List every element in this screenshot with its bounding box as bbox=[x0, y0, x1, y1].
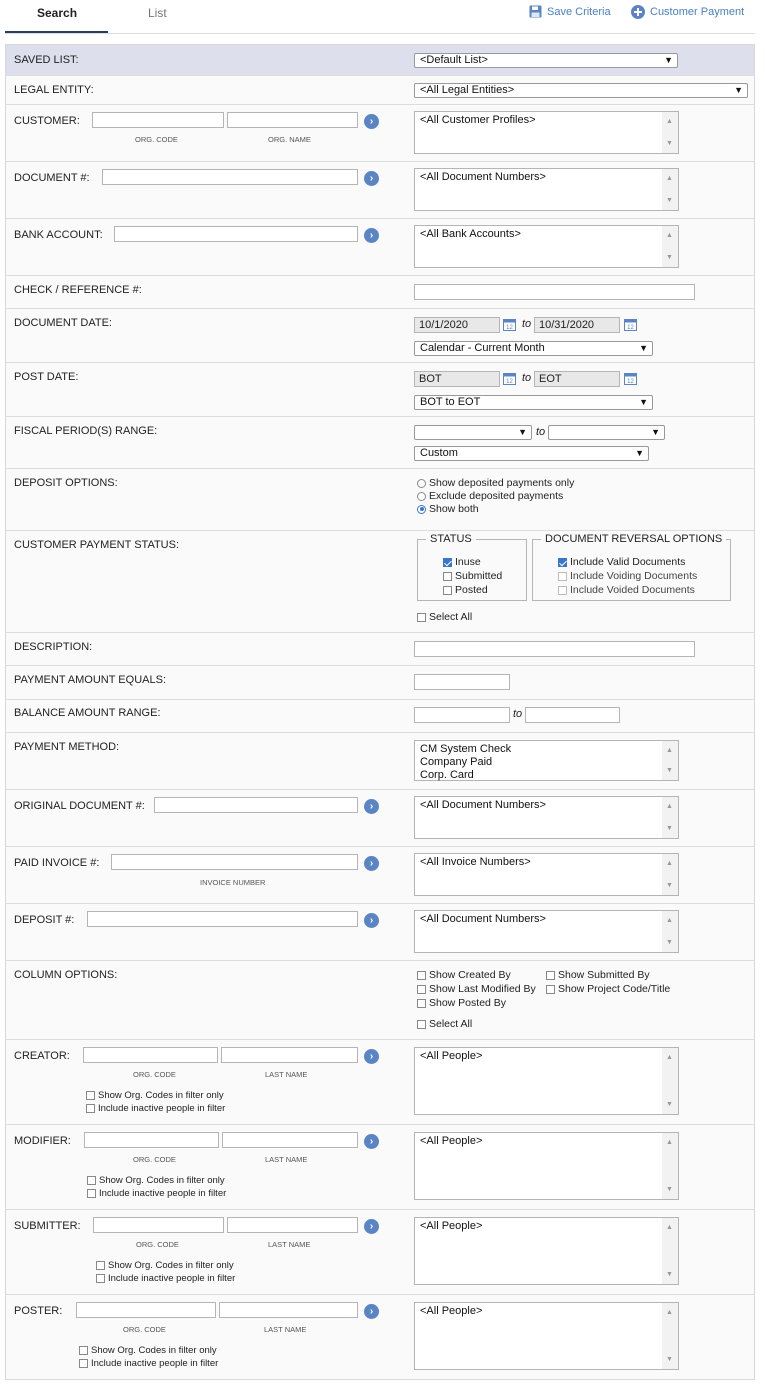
chevron-right-icon: › bbox=[369, 801, 374, 812]
scroll-down-icon: ▼ bbox=[666, 825, 673, 832]
fiscal-period-to-word: to bbox=[536, 426, 546, 438]
saved-list-row bbox=[6, 45, 754, 76]
bank-account-row bbox=[6, 219, 754, 276]
legal-entity-value: <All Legal Entities> bbox=[420, 84, 515, 96]
scroll-down-icon: ▼ bbox=[666, 140, 673, 147]
bank-accounts-list[interactable] bbox=[414, 225, 679, 268]
org-code-caption: ORG. CODE bbox=[136, 1240, 179, 1249]
original-document-go-button[interactable] bbox=[364, 799, 379, 814]
floppy-disk-icon bbox=[529, 5, 542, 18]
checkbox[interactable] bbox=[417, 971, 426, 980]
include-voiding-checkbox[interactable] bbox=[558, 570, 697, 582]
org-code-caption: ORG. CODE bbox=[123, 1325, 166, 1334]
checkbox[interactable] bbox=[443, 586, 452, 595]
payment-method-row bbox=[6, 733, 754, 790]
calendar-icon[interactable] bbox=[503, 372, 516, 385]
deposit-number-row bbox=[6, 904, 754, 961]
payment-status-row bbox=[6, 531, 754, 633]
scroll-up-icon: ▲ bbox=[666, 118, 673, 125]
org-code-caption: ORG. CODE bbox=[135, 135, 178, 144]
poster-show-org-codes-checkbox[interactable] bbox=[79, 1345, 217, 1356]
scroll-up-icon: ▲ bbox=[666, 803, 673, 810]
inuse-label: Inuse bbox=[455, 556, 481, 568]
list-scrollbar[interactable] bbox=[662, 1303, 678, 1369]
payment-method-label: PAYMENT METHOD: bbox=[14, 741, 120, 753]
scroll-up-icon: ▲ bbox=[666, 1139, 673, 1146]
modifier-row bbox=[6, 1125, 754, 1210]
scroll-up-icon: ▲ bbox=[666, 860, 673, 867]
submitter-include-inactive-checkbox[interactable] bbox=[96, 1273, 235, 1284]
original-document-input[interactable] bbox=[154, 797, 358, 813]
chevron-down-icon: ▼ bbox=[635, 448, 644, 458]
column-options-row bbox=[6, 961, 754, 1040]
bank-account-go-button[interactable] bbox=[364, 228, 379, 243]
creator-row bbox=[6, 1040, 754, 1125]
submitted-by-label: Show Submitted By bbox=[558, 969, 650, 981]
original-document-label: ORIGINAL DOCUMENT #: bbox=[14, 800, 145, 812]
checkbox[interactable] bbox=[558, 586, 567, 595]
fiscal-period-range-select[interactable] bbox=[414, 446, 649, 461]
saved-list-value: <Default List> bbox=[420, 54, 488, 66]
show-project-code-checkbox[interactable] bbox=[546, 983, 670, 995]
created-by-label: Show Created By bbox=[429, 969, 511, 981]
paid-invoice-go-button[interactable] bbox=[364, 856, 379, 871]
scroll-up-icon: ▲ bbox=[666, 232, 673, 239]
description-input[interactable] bbox=[414, 641, 695, 657]
calendar-icon[interactable] bbox=[624, 372, 637, 385]
payment-method-option[interactable]: Company Paid bbox=[420, 756, 493, 768]
poster-row bbox=[6, 1295, 754, 1380]
org-name-caption: ORG. NAME bbox=[268, 135, 311, 144]
submitter-show-org-codes-checkbox[interactable] bbox=[96, 1260, 234, 1271]
list-scrollbar[interactable] bbox=[662, 911, 678, 952]
deposit-options-label: DEPOSIT OPTIONS: bbox=[14, 477, 118, 489]
post-date-range-select[interactable] bbox=[414, 395, 653, 410]
deposit-number-go-button[interactable] bbox=[364, 913, 379, 928]
checkbox[interactable] bbox=[87, 1189, 96, 1198]
tab-divider bbox=[5, 33, 755, 34]
creator-go-button[interactable] bbox=[364, 1049, 379, 1064]
post-date-to-input[interactable]: EOT bbox=[534, 371, 620, 387]
customer-payment-link[interactable] bbox=[631, 5, 744, 19]
poster-go-button[interactable] bbox=[364, 1304, 379, 1319]
fiscal-period-to-select[interactable] bbox=[548, 425, 665, 440]
last-name-caption: LAST NAME bbox=[264, 1325, 307, 1334]
invoice-numbers-list[interactable] bbox=[414, 853, 679, 896]
document-date-to-word: to bbox=[522, 318, 532, 330]
deposit-numbers-list[interactable] bbox=[414, 910, 679, 953]
poster-include-inactive-checkbox[interactable] bbox=[79, 1358, 218, 1369]
balance-to-input[interactable] bbox=[525, 707, 620, 723]
check-reference-row bbox=[6, 276, 754, 309]
fiscal-range-value: Custom bbox=[420, 447, 458, 459]
description-label: DESCRIPTION: bbox=[14, 641, 93, 653]
poster-label: POSTER: bbox=[14, 1305, 63, 1317]
modifier-last-name-input[interactable] bbox=[222, 1132, 358, 1148]
legal-entity-row bbox=[6, 76, 754, 105]
check-reference-input[interactable] bbox=[414, 284, 695, 300]
payment-amount-input[interactable] bbox=[414, 674, 510, 690]
chevron-right-icon: › bbox=[369, 915, 374, 926]
deposit-only-label: Show deposited payments only bbox=[429, 477, 575, 489]
chevron-down-icon: ▼ bbox=[734, 85, 743, 95]
payment-status-label: CUSTOMER PAYMENT STATUS: bbox=[14, 539, 180, 551]
show-org-codes-label: Show Org. Codes in filter only bbox=[99, 1175, 225, 1186]
checkbox[interactable] bbox=[546, 971, 555, 980]
checkbox[interactable] bbox=[79, 1346, 88, 1355]
creator-label: CREATOR: bbox=[14, 1050, 70, 1062]
creator-people-list[interactable] bbox=[414, 1047, 679, 1115]
chevron-right-icon: › bbox=[369, 173, 374, 184]
select-all-label: Select All bbox=[429, 611, 473, 623]
people-list-item[interactable]: <All People> bbox=[420, 1220, 483, 1232]
scroll-up-icon: ▲ bbox=[666, 175, 673, 182]
checkbox[interactable] bbox=[79, 1359, 88, 1368]
show-org-codes-label: Show Org. Codes in filter only bbox=[108, 1260, 234, 1271]
people-list-item[interactable]: <All People> bbox=[420, 1050, 483, 1062]
scroll-down-icon: ▼ bbox=[666, 1271, 673, 1278]
scroll-up-icon: ▲ bbox=[666, 1054, 673, 1061]
modifier-people-list[interactable] bbox=[414, 1132, 679, 1200]
post-date-range-value: BOT to EOT bbox=[420, 396, 481, 408]
checkbox[interactable] bbox=[417, 999, 426, 1008]
include-valid-checkbox[interactable] bbox=[558, 556, 685, 568]
checkbox-checked[interactable] bbox=[558, 558, 567, 567]
svg-text:12: 12 bbox=[506, 379, 513, 385]
creator-last-name-input[interactable] bbox=[221, 1047, 358, 1063]
tab-list[interactable]: List bbox=[148, 6, 167, 20]
fiscal-period-row bbox=[6, 417, 754, 469]
chevron-right-icon: › bbox=[369, 858, 374, 869]
chevron-right-icon: › bbox=[369, 1136, 374, 1147]
document-date-range-value: Calendar - Current Month bbox=[420, 342, 545, 354]
customer-profiles-list[interactable] bbox=[414, 111, 679, 154]
list-scrollbar[interactable] bbox=[662, 169, 678, 210]
valid-label: Include Valid Documents bbox=[570, 556, 686, 568]
post-date-label: POST DATE: bbox=[14, 371, 79, 383]
chevron-down-icon: ▼ bbox=[664, 55, 673, 65]
list-scrollbar[interactable] bbox=[662, 854, 678, 895]
customer-org-name-input[interactable] bbox=[227, 112, 358, 128]
deposit-only-option[interactable] bbox=[417, 477, 574, 489]
chevron-down-icon: ▼ bbox=[639, 343, 648, 353]
tab-bar bbox=[0, 0, 767, 34]
customer-label: CUSTOMER: bbox=[14, 115, 80, 127]
creator-include-inactive-checkbox[interactable] bbox=[86, 1103, 225, 1114]
poster-last-name-input[interactable] bbox=[219, 1302, 358, 1318]
invoice-list-item[interactable]: <All Invoice Numbers> bbox=[420, 856, 531, 868]
org-code-caption: ORG. CODE bbox=[133, 1155, 176, 1164]
checkbox[interactable] bbox=[86, 1091, 95, 1100]
status-posted-checkbox[interactable] bbox=[443, 584, 488, 596]
show-both-label: Show both bbox=[429, 503, 479, 515]
original-doc-list-item[interactable]: <All Document Numbers> bbox=[420, 799, 546, 811]
columns-select-all-label: Select All bbox=[429, 1018, 473, 1030]
status-submitted-checkbox[interactable] bbox=[443, 570, 502, 582]
show-posted-by-checkbox[interactable] bbox=[417, 997, 506, 1009]
show-last-modified-checkbox[interactable] bbox=[417, 983, 536, 995]
checkbox[interactable] bbox=[417, 1020, 426, 1029]
balance-range-row bbox=[6, 700, 754, 733]
customer-payment-label: Customer Payment bbox=[650, 6, 745, 18]
poster-people-list[interactable] bbox=[414, 1302, 679, 1370]
document-date-label: DOCUMENT DATE: bbox=[14, 317, 112, 329]
scroll-down-icon: ▼ bbox=[666, 767, 673, 774]
submitter-people-list[interactable] bbox=[414, 1217, 679, 1285]
exclude-deposited-label: Exclude deposited payments bbox=[429, 490, 564, 502]
saved-list-label: SAVED LIST: bbox=[14, 54, 79, 66]
document-number-label: DOCUMENT #: bbox=[14, 172, 90, 184]
document-date-range-select[interactable] bbox=[414, 341, 653, 356]
checkbox[interactable] bbox=[546, 985, 555, 994]
svg-text:12: 12 bbox=[506, 325, 513, 331]
chevron-right-icon: › bbox=[369, 1051, 374, 1062]
list-scrollbar[interactable] bbox=[662, 797, 678, 838]
columns-select-all-checkbox[interactable] bbox=[417, 1018, 472, 1030]
radio-button-selected[interactable] bbox=[417, 505, 426, 514]
customer-org-code-input[interactable] bbox=[92, 112, 224, 128]
status-legend: STATUS bbox=[430, 533, 472, 545]
submitter-label: SUBMITTER: bbox=[14, 1220, 81, 1232]
scroll-down-icon: ▼ bbox=[666, 1101, 673, 1108]
last-modified-label: Show Last Modified By bbox=[429, 983, 536, 995]
list-scrollbar[interactable] bbox=[662, 1048, 678, 1114]
saved-list-select[interactable] bbox=[414, 53, 678, 68]
payment-method-list[interactable] bbox=[414, 740, 679, 781]
list-scrollbar[interactable] bbox=[662, 1218, 678, 1284]
document-number-row bbox=[6, 162, 754, 219]
customer-go-button[interactable] bbox=[364, 114, 379, 129]
column-options-label: COLUMN OPTIONS: bbox=[14, 969, 118, 981]
checkbox[interactable] bbox=[417, 985, 426, 994]
people-list-item[interactable]: <All People> bbox=[420, 1135, 483, 1147]
include-inactive-label: Include inactive people in filter bbox=[91, 1358, 219, 1369]
svg-text:12: 12 bbox=[627, 379, 634, 385]
post-date-row bbox=[6, 363, 754, 417]
payment-amount-row bbox=[6, 666, 754, 700]
paid-invoice-row bbox=[6, 847, 754, 904]
customer-row bbox=[6, 105, 754, 162]
posted-by-label: Show Posted By bbox=[429, 997, 507, 1009]
modifier-label: MODIFIER: bbox=[14, 1135, 71, 1147]
chevron-down-icon: ▼ bbox=[651, 427, 660, 437]
checkbox[interactable] bbox=[86, 1104, 95, 1113]
checkbox[interactable] bbox=[443, 572, 452, 581]
search-criteria-panel bbox=[5, 44, 755, 1380]
submitter-last-name-input[interactable] bbox=[227, 1217, 358, 1233]
submitter-row bbox=[6, 1210, 754, 1295]
chevron-right-icon: › bbox=[369, 116, 374, 127]
payment-method-option[interactable]: Corp. Card bbox=[420, 769, 474, 781]
paid-invoice-input[interactable] bbox=[111, 854, 358, 870]
checkbox-checked[interactable] bbox=[443, 558, 452, 567]
document-number-go-button[interactable] bbox=[364, 171, 379, 186]
bank-account-label: BANK ACCOUNT: bbox=[14, 229, 103, 241]
document-date-to-input[interactable]: 10/31/2020 bbox=[534, 317, 620, 333]
include-voided-checkbox[interactable] bbox=[558, 584, 695, 596]
invoice-number-caption: INVOICE NUMBER bbox=[200, 878, 266, 887]
calendar-icon[interactable] bbox=[503, 318, 516, 331]
poster-org-code-input[interactable] bbox=[76, 1302, 216, 1318]
calendar-icon[interactable] bbox=[624, 318, 637, 331]
posted-label: Posted bbox=[455, 584, 488, 596]
last-name-caption: LAST NAME bbox=[265, 1070, 308, 1079]
list-scrollbar[interactable] bbox=[662, 1133, 678, 1199]
show-both-option[interactable] bbox=[417, 503, 479, 515]
original-documents-list[interactable] bbox=[414, 796, 679, 839]
include-inactive-label: Include inactive people in filter bbox=[108, 1273, 236, 1284]
legal-entity-label: LEGAL ENTITY: bbox=[14, 84, 94, 96]
include-inactive-label: Include inactive people in filter bbox=[99, 1188, 227, 1199]
balance-from-input[interactable] bbox=[414, 707, 510, 723]
list-scrollbar[interactable] bbox=[662, 112, 678, 153]
checkbox[interactable] bbox=[96, 1261, 105, 1270]
radio-button[interactable] bbox=[417, 492, 426, 501]
post-date-to-word: to bbox=[522, 372, 532, 384]
checkbox[interactable] bbox=[87, 1176, 96, 1185]
show-org-codes-label: Show Org. Codes in filter only bbox=[98, 1090, 224, 1101]
description-row bbox=[6, 633, 754, 666]
deposit-number-input[interactable] bbox=[87, 911, 358, 927]
legal-entity-select[interactable] bbox=[414, 83, 748, 98]
modifier-go-button[interactable] bbox=[364, 1134, 379, 1149]
scroll-up-icon: ▲ bbox=[666, 1224, 673, 1231]
paid-invoice-label: PAID INVOICE #: bbox=[14, 857, 100, 869]
show-submitted-by-checkbox[interactable] bbox=[546, 969, 650, 981]
submitted-label: Submitted bbox=[455, 570, 503, 582]
radio-button[interactable] bbox=[417, 479, 426, 488]
post-date-from-input[interactable]: BOT bbox=[414, 371, 500, 387]
fiscal-period-label: FISCAL PERIOD(S) RANGE: bbox=[14, 425, 158, 437]
scroll-up-icon: ▲ bbox=[666, 917, 673, 924]
deposit-list-item[interactable]: <All Document Numbers> bbox=[420, 913, 546, 925]
scroll-down-icon: ▼ bbox=[666, 939, 673, 946]
status-select-all-checkbox[interactable] bbox=[417, 611, 472, 623]
scroll-down-icon: ▼ bbox=[666, 882, 673, 889]
bank-list-item[interactable]: <All Bank Accounts> bbox=[420, 228, 521, 240]
checkbox[interactable] bbox=[96, 1274, 105, 1283]
voided-label: Include Voided Documents bbox=[570, 584, 695, 596]
fiscal-period-from-select[interactable] bbox=[414, 425, 532, 440]
scroll-down-icon: ▼ bbox=[666, 197, 673, 204]
org-code-caption: ORG. CODE bbox=[133, 1070, 176, 1079]
document-list-item[interactable]: <All Document Numbers> bbox=[420, 171, 546, 183]
tab-search[interactable]: Search bbox=[37, 6, 78, 20]
modifier-include-inactive-checkbox[interactable] bbox=[87, 1188, 226, 1199]
scroll-down-icon: ▼ bbox=[666, 254, 673, 261]
scroll-up-icon: ▲ bbox=[666, 1309, 673, 1316]
creator-org-code-input[interactable] bbox=[83, 1047, 218, 1063]
svg-text:12: 12 bbox=[627, 325, 634, 331]
list-scrollbar[interactable] bbox=[662, 226, 678, 267]
exclude-deposited-option[interactable] bbox=[417, 490, 563, 502]
scroll-up-icon: ▲ bbox=[666, 747, 673, 754]
modifier-org-code-input[interactable] bbox=[84, 1132, 219, 1148]
status-inuse-checkbox[interactable] bbox=[443, 556, 481, 568]
last-name-caption: LAST NAME bbox=[265, 1155, 308, 1164]
creator-show-org-codes-checkbox[interactable] bbox=[86, 1090, 224, 1101]
customer-list-item[interactable]: <All Customer Profiles> bbox=[420, 114, 536, 126]
document-date-from-input[interactable]: 10/1/2020 bbox=[414, 317, 500, 333]
checkbox[interactable] bbox=[417, 613, 426, 622]
include-inactive-label: Include inactive people in filter bbox=[98, 1103, 226, 1114]
original-document-row bbox=[6, 790, 754, 847]
document-date-row bbox=[6, 309, 754, 363]
deposit-options-row bbox=[6, 469, 754, 531]
chevron-right-icon: › bbox=[369, 1306, 374, 1317]
chevron-down-icon: ▼ bbox=[518, 427, 527, 437]
save-criteria-link[interactable] bbox=[529, 5, 611, 18]
modifier-show-org-codes-checkbox[interactable] bbox=[87, 1175, 225, 1186]
bank-account-input[interactable] bbox=[114, 226, 358, 242]
submitter-go-button[interactable] bbox=[364, 1219, 379, 1234]
show-org-codes-label: Show Org. Codes in filter only bbox=[91, 1345, 217, 1356]
balance-to-word: to bbox=[513, 708, 523, 720]
chevron-right-icon: › bbox=[369, 230, 374, 241]
reversal-legend: DOCUMENT REVERSAL OPTIONS bbox=[545, 533, 723, 545]
chevron-down-icon: ▼ bbox=[639, 397, 648, 407]
document-number-input[interactable] bbox=[102, 169, 358, 185]
payment-method-option[interactable]: CM System Check bbox=[420, 743, 512, 755]
chevron-right-icon: › bbox=[369, 1221, 374, 1232]
scroll-down-icon: ▼ bbox=[666, 1186, 673, 1193]
check-reference-label: CHECK / REFERENCE #: bbox=[14, 284, 142, 296]
submitter-org-code-input[interactable] bbox=[93, 1217, 224, 1233]
show-created-by-checkbox[interactable] bbox=[417, 969, 511, 981]
balance-range-label: BALANCE AMOUNT RANGE: bbox=[14, 707, 161, 719]
deposit-number-label: DEPOSIT #: bbox=[14, 914, 75, 926]
plus-circle-icon bbox=[631, 5, 645, 19]
scroll-down-icon: ▼ bbox=[666, 1356, 673, 1363]
project-code-label: Show Project Code/Title bbox=[558, 983, 671, 995]
list-scrollbar[interactable] bbox=[662, 741, 678, 780]
save-criteria-label: Save Criteria bbox=[547, 5, 611, 18]
checkbox[interactable] bbox=[558, 572, 567, 581]
document-numbers-list[interactable] bbox=[414, 168, 679, 211]
payment-amount-label: PAYMENT AMOUNT EQUALS: bbox=[14, 674, 166, 686]
people-list-item[interactable]: <All People> bbox=[420, 1305, 483, 1317]
last-name-caption: LAST NAME bbox=[268, 1240, 311, 1249]
voiding-label: Include Voiding Documents bbox=[570, 570, 698, 582]
